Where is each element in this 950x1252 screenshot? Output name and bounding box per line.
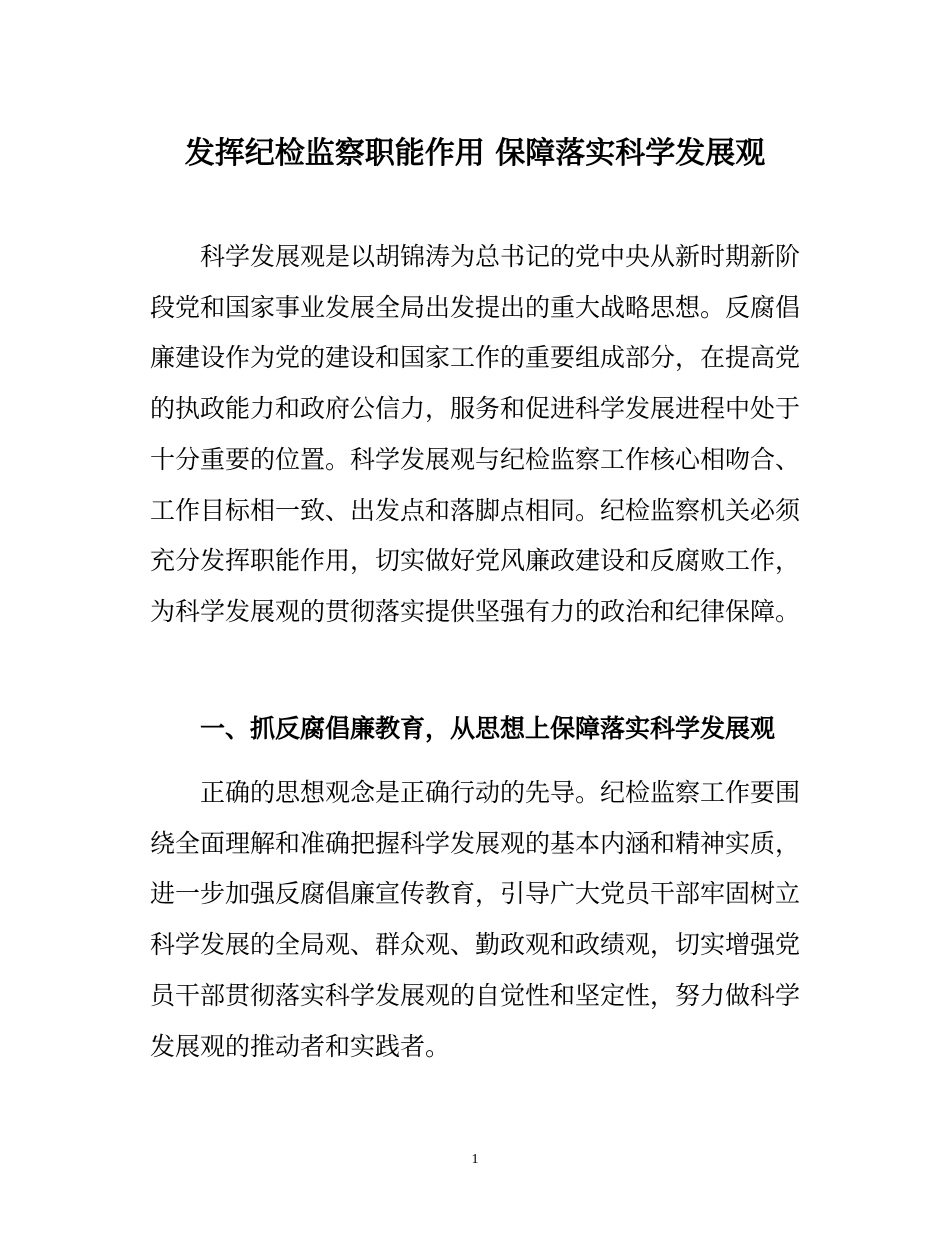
paragraph-section-1: 正确的思想观念是正确行动的先导。纪检监察工作要围绕全面理解和准确把握科学发展观的基本内涵和精神实质，进一步加强反腐倡廉宣传教育，引导广大党员干部牢固树立科学发展的全局观、群众观、勤政观和政绩观，切实增强党员干部贯彻落实科学发展观的自觉性和坚定性，努力做科学发展观的推动者和实践者。 bbox=[150, 778, 801, 1061]
page-number: 1 bbox=[471, 1152, 479, 1167]
paragraph-intro: 科学发展观是以胡锦涛为总书记的党中央从新时期新阶段党和国家事业发展全局出发提出的重大战略思想。反腐倡廉建设作为党的建设和国家工作的重要组成部分，在提高党的执政能力和政府公信力，服务和促进科学发展进程中处于十分重要的位置。科学发展观与纪检监察工作核心相吻合、工作目标相一致、出发点和落脚点相同。纪检监察机关必须充分发挥职能作用，切实做好党风廉政建设和反腐败工作，为科学发展观的贯彻落实提供坚强有力的政治和纪律保障。 bbox=[150, 242, 801, 626]
section-heading-1: 一、抓反腐倡廉教育，从思想上保障落实科学发展观 bbox=[200, 714, 776, 743]
document-title: 发挥纪检监察职能作用 保障落实科学发展观 bbox=[184, 136, 766, 171]
